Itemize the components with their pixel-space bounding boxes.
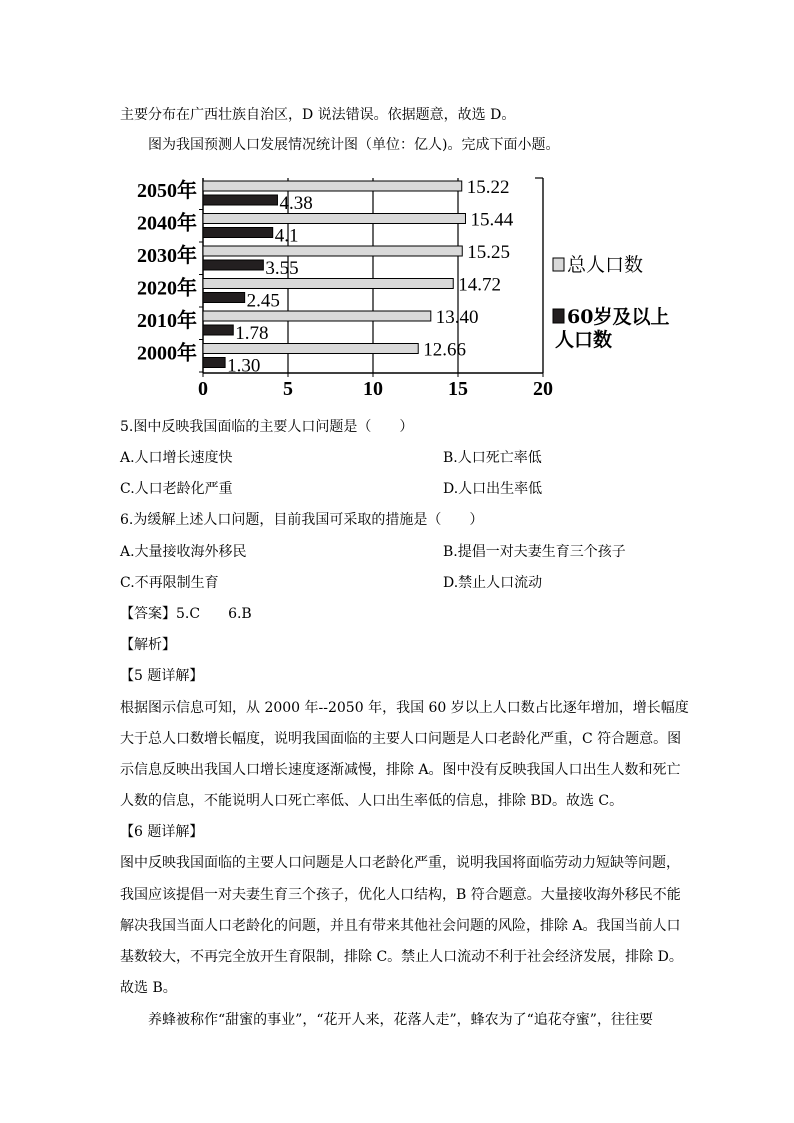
data-label-60-plus: 4.38 xyxy=(279,193,313,214)
bar-total-population xyxy=(203,181,462,191)
detail-6-line: 我国应该提倡一对夫妻生育三个孩子，优化人口结构，B 符合题意。大量接收海外移民不能 xyxy=(120,887,681,903)
data-label-total: 15.25 xyxy=(467,242,510,263)
detail-6-heading: 【6 题详解】 xyxy=(120,824,204,840)
bar-60-plus-population xyxy=(203,325,233,335)
legend-swatch-total xyxy=(553,258,564,271)
bar-total-population xyxy=(203,214,465,224)
detail-6-line: 故选 B。 xyxy=(120,980,177,996)
detail-5-heading: 【5 题详解】 xyxy=(120,668,204,684)
category-label: 2050年 xyxy=(137,180,197,202)
data-label-60-plus: 1.78 xyxy=(235,323,269,344)
data-label-total: 13.40 xyxy=(435,307,479,328)
data-label-60-plus: 1.30 xyxy=(227,355,261,377)
x-tick-label: 5 xyxy=(283,378,293,400)
bar-60-plus-population xyxy=(203,358,225,368)
data-label-total: 15.44 xyxy=(470,209,514,231)
question-5: 5.图中反映我国面临的主要人口问题是（ ） xyxy=(120,419,414,435)
q5-option-b: B.人口死亡率低 xyxy=(443,450,542,466)
legend-label-60-plus: 60岁及以上 xyxy=(567,306,670,328)
data-label-total: 15.22 xyxy=(466,177,510,198)
q6-option-d: D.禁止人口流动 xyxy=(443,575,543,591)
legend-swatch-60-plus xyxy=(553,309,564,323)
bar-total-population xyxy=(203,344,418,354)
q5-option-d: D.人口出生率低 xyxy=(443,481,543,497)
legend-label-total: 总人口数 xyxy=(567,254,644,276)
detail-6-line: 图中反映我国面临的主要人口问题是人口老龄化严重，说明我国将面临劳动力短缺等问题， xyxy=(120,855,680,871)
detail-5-line: 示信息反映出我国人口增长速度逐渐减慢，排除 A。图中没有反映我国人口出生人数和死亡 xyxy=(120,762,681,778)
q5-option-c: C.人口老龄化严重 xyxy=(120,481,233,497)
category-label: 2040年 xyxy=(137,212,197,235)
data-label-total: 14.72 xyxy=(458,274,501,296)
detail-5-line: 人数的信息，不能说明人口死亡率低、人口出生率低的信息，排除 BD。故选 C。 xyxy=(120,793,624,809)
category-label: 2030年 xyxy=(137,245,197,267)
bar-total-population xyxy=(203,279,453,289)
detail-5-line: 根据图示信息可知，从 2000 年--2050 年，我国 60 岁以上人口数占比逐年增加，增长幅度 xyxy=(120,700,689,716)
x-tick-label: 10 xyxy=(363,378,383,400)
bar-60-plus-population xyxy=(203,228,273,238)
q5-option-a: A.人口增长速度快 xyxy=(120,450,233,466)
bar-60-plus-population xyxy=(203,293,245,303)
answer-line: 【答案】5.C 6.B xyxy=(120,606,252,622)
population-chart xyxy=(135,170,675,400)
chart-intro: 图为我国预测人口发展情况统计图（单位：亿人)。完成下面小题。 xyxy=(148,137,560,153)
next-passage: 养蜂被称作“甜蜜的事业”，“花开人来，花落人走”，蜂农为了“追花夺蜜”，往往要 xyxy=(148,1012,653,1028)
x-tick-label: 15 xyxy=(448,378,468,400)
data-label-60-plus: 3.55 xyxy=(265,258,299,279)
category-label: 2020年 xyxy=(137,277,197,300)
detail-6-line: 解决我国当面人口老龄化的问题，并且有带来其他社会问题的风险，排除 A。我国当前人口 xyxy=(120,918,681,934)
q6-option-c: C.不再限制生育 xyxy=(120,575,219,591)
bar-total-population xyxy=(203,246,462,256)
category-label: 2000年 xyxy=(137,342,197,365)
bar-total-population xyxy=(203,311,431,321)
text-line: 主要分布在广西壮族自治区，D 说法错误。依据题意，故选 D。 xyxy=(120,107,516,123)
data-label-60-plus: 4.1 xyxy=(274,225,299,247)
data-label-60-plus: 2.45 xyxy=(246,290,280,312)
x-tick-label: 20 xyxy=(533,378,553,400)
q6-option-a: A.大量接收海外移民 xyxy=(120,544,247,560)
data-label-total: 12.66 xyxy=(423,339,466,361)
q6-option-b: B.提倡一对夫妻生育三个孩子 xyxy=(443,544,626,560)
detail-6-line: 基数较大，不再完全放开生育限制，排除 C。禁止人口流动不利于社会经济发展，排除 D。 xyxy=(120,949,683,965)
category-label: 2010年 xyxy=(137,310,197,332)
question-6: 6.为缓解上述人口问题，目前我国可采取的措施是（ ） xyxy=(120,512,484,528)
legend-label-60-plus-line2: 人口数 xyxy=(555,329,613,351)
x-tick-label: 0 xyxy=(198,378,208,400)
bar-60-plus-population xyxy=(203,260,263,270)
detail-5-line: 大于总人口数增长幅度，说明我国面临的主要人口问题是人口老龄化严重，C 符合题意。图 xyxy=(120,731,682,747)
bar-60-plus-population xyxy=(203,195,277,205)
analysis-heading: 【解析】 xyxy=(120,637,176,653)
